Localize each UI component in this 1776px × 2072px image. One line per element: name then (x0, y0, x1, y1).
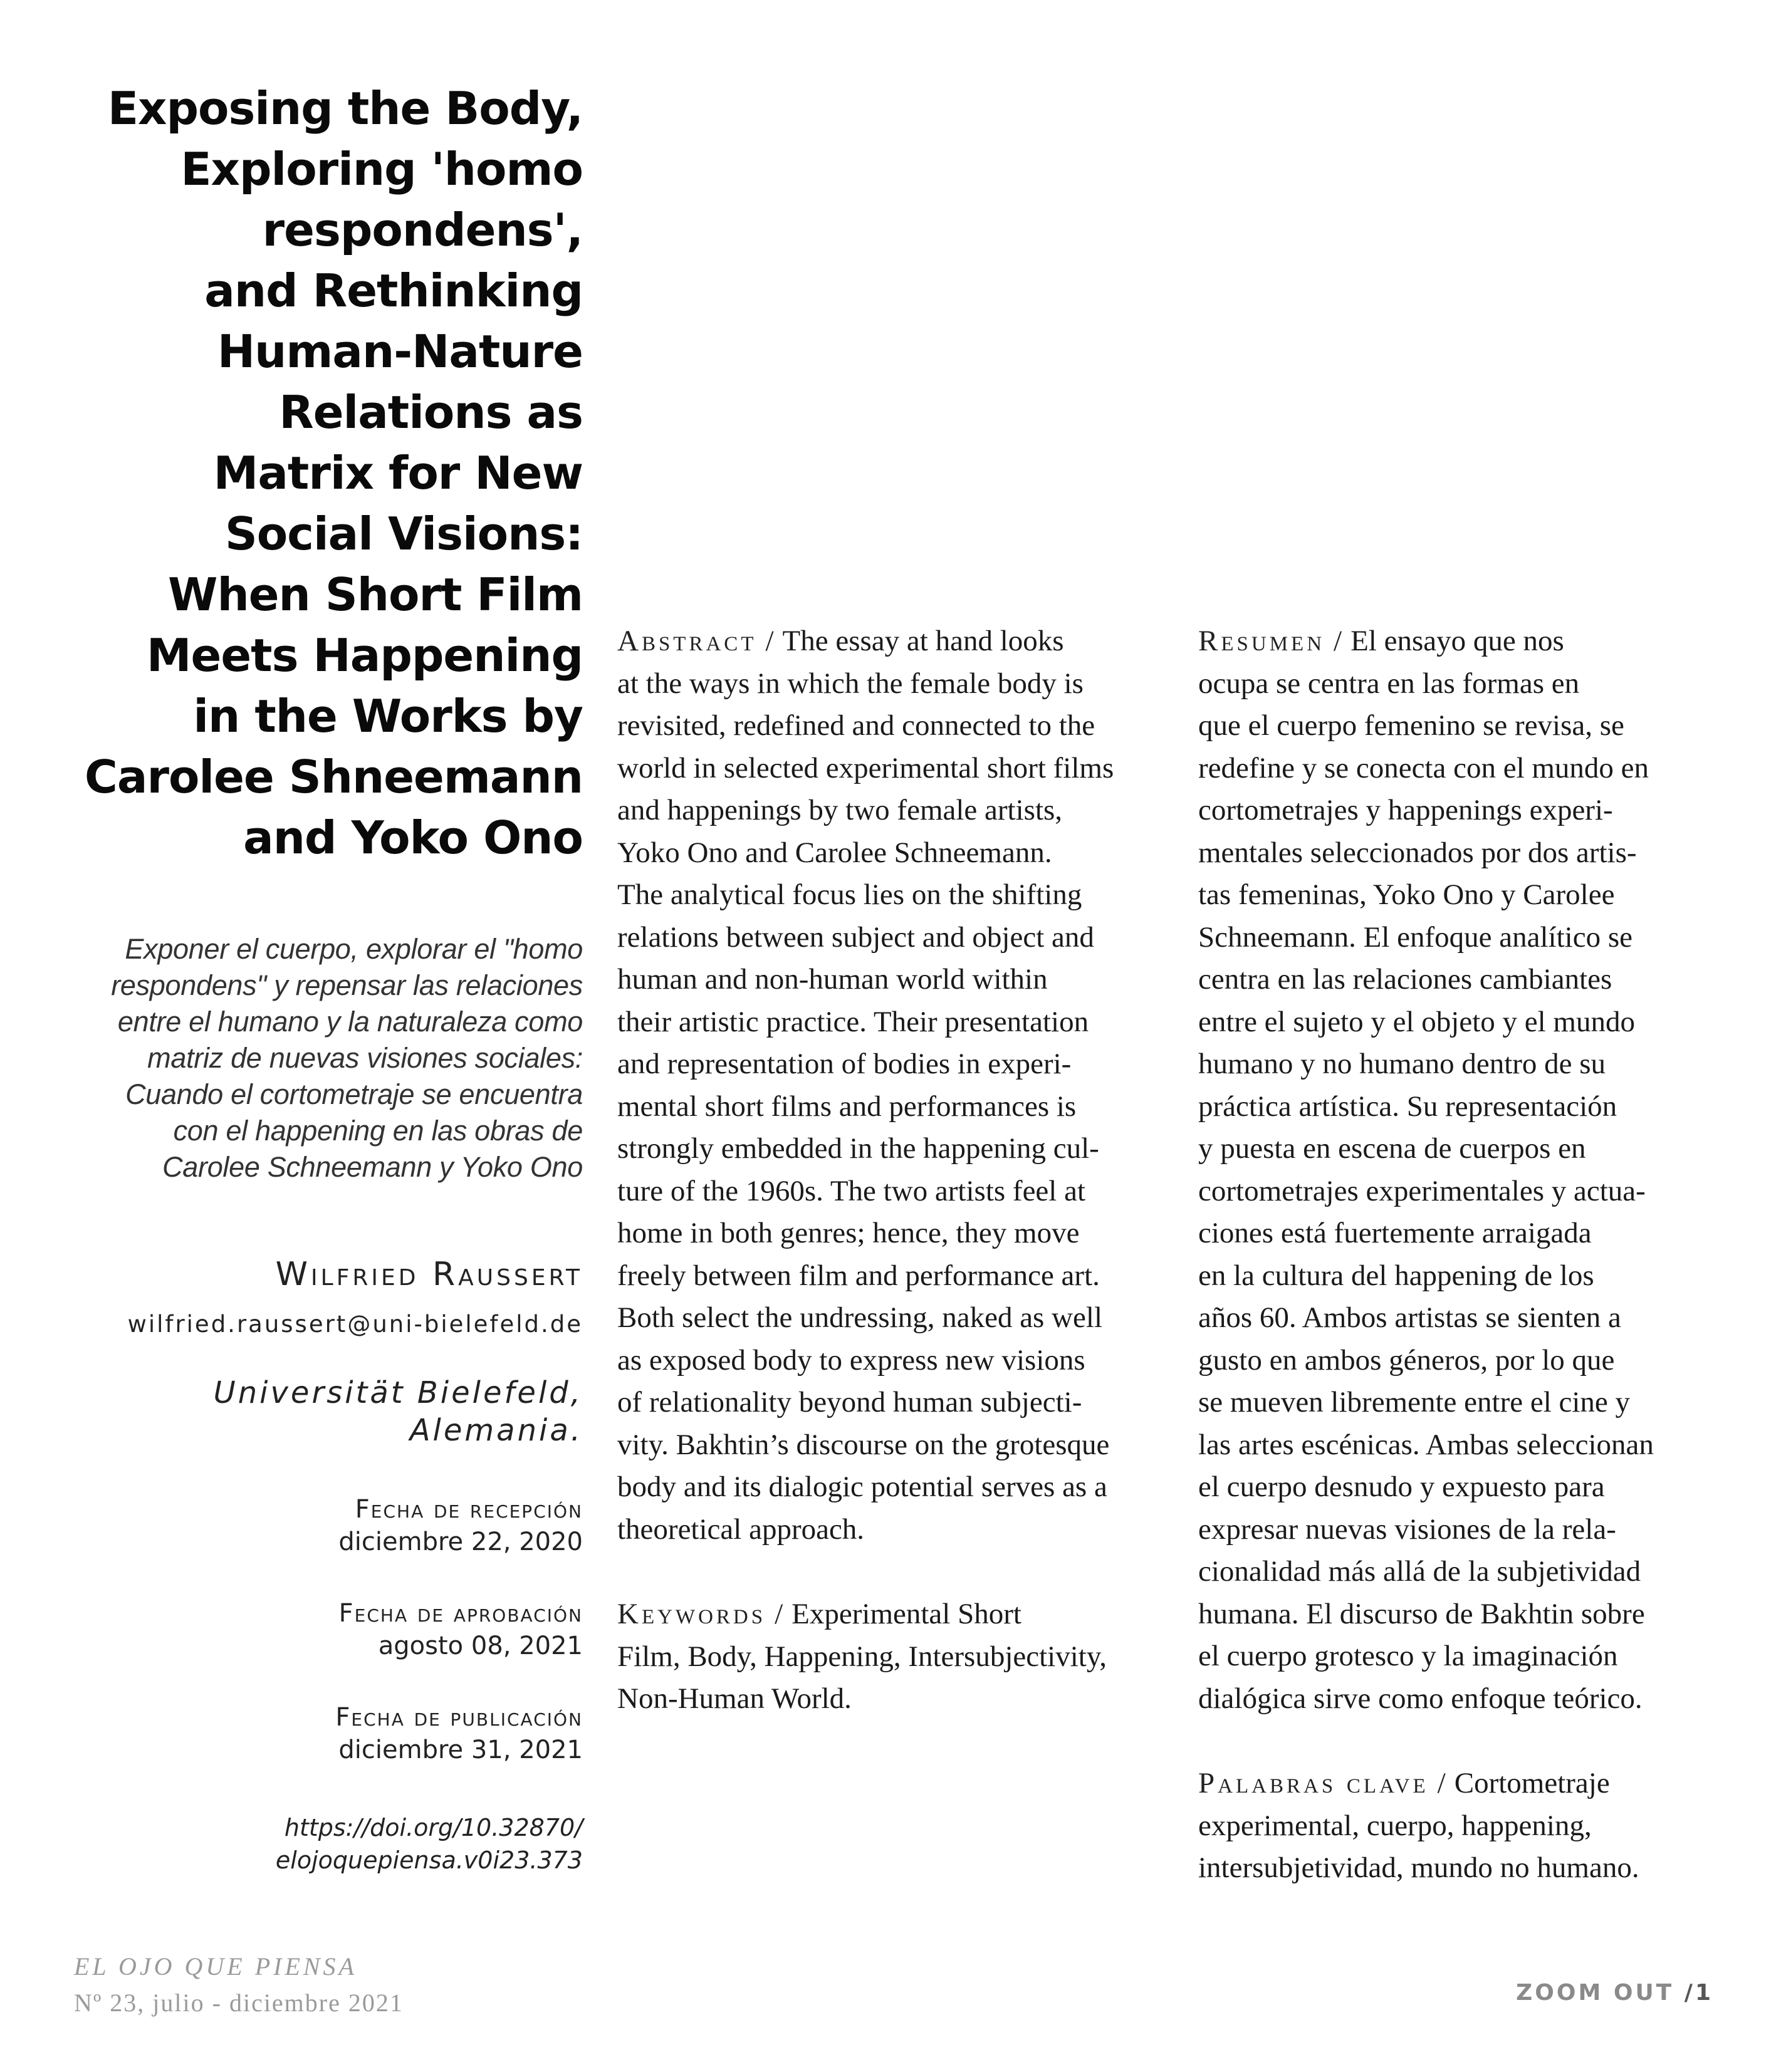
abstract-line: ture of the 1960s. The two artists feel at (617, 1174, 1086, 1207)
date-label: Fecha de aprobación (338, 1599, 583, 1628)
title-line: Exploring 'homo (180, 143, 583, 195)
title-line: in the Works by (193, 690, 583, 742)
title-line: Matrix for New (213, 447, 583, 499)
date-value: agosto 08, 2021 (378, 1632, 583, 1660)
abstract-paragraph (617, 620, 1169, 1551)
abstract-line: of relationality beyond human subjecti- (617, 1386, 1082, 1419)
resumen-line: El ensayo que nos (1350, 625, 1564, 657)
resumen-first-line (1198, 620, 1750, 663)
resumen-line: redefine y se conecta con el mundo en (1198, 751, 1649, 784)
journal-issue: Nº 23, julio - diciembre 2021 (74, 1989, 404, 2017)
title-line: Exposing the Body, (107, 82, 583, 135)
journal-name: EL OJO QUE PIENSA (74, 1952, 357, 1981)
author-name: Wilfried Raussert (275, 1256, 583, 1293)
subtitle-line: entre el humano y la naturaleza como (117, 1006, 583, 1038)
resumen-line: centra en las relaciones cambiantes (1198, 963, 1612, 996)
title-line: When Short Film (168, 568, 583, 621)
abstract-line: and representation of bodies in experi- (617, 1048, 1072, 1080)
abstract-heading: Abstract (617, 625, 757, 657)
title-line: and Rethinking (204, 264, 583, 317)
resumen-line: años 60. Ambos artistas se sienten a (1198, 1301, 1621, 1334)
title-line: Human-Nature (217, 325, 583, 378)
subtitle-line: con el happening en las obras de (173, 1115, 583, 1147)
doi-line: https://doi.org/10.32870/ (284, 1814, 583, 1841)
resumen-line: dialógica sirve como enfoque teórico. (1198, 1682, 1643, 1715)
subtitle-line: Exponer el cuerpo, explorar el "homo (125, 933, 583, 965)
resumen-line: cortometrajes y happenings experi- (1198, 794, 1613, 826)
abstract-line: revisited, redefined and connected to the (617, 709, 1095, 742)
received-date (69, 1493, 583, 1558)
abstract-line: body and its dialogic potential serves as a (617, 1471, 1107, 1503)
section-name: ZOOM OUT (1516, 1980, 1674, 2006)
title-line: Relations as (279, 386, 583, 439)
title-line: Carolee Shneemann (85, 751, 583, 803)
abstract-line: The analytical focus lies on the shifting (617, 878, 1082, 911)
abstract-line: home in both genres; hence, they move (617, 1217, 1080, 1249)
resumen-line: humano y no humano dentro de su (1198, 1048, 1606, 1080)
article-subtitle (69, 931, 583, 1185)
resumen-line: Schneemann. El enfoque analítico se (1198, 920, 1632, 954)
palabras-clave-heading: Palabras clave (1198, 1767, 1429, 1799)
abstract-line: freely between film and performance art. (617, 1259, 1100, 1292)
title-line: respondens', (262, 204, 583, 256)
resumen-line: humana. El discurso de Bakhtin sobre (1198, 1597, 1645, 1630)
spanish-column (1198, 620, 1750, 1890)
abstract-separator: / (765, 625, 774, 657)
abstract-line: world in selected experimental short films (617, 751, 1114, 784)
resumen-heading: Resumen (1198, 625, 1325, 657)
palabras-clave-separator: / (1437, 1767, 1446, 1799)
article-header (69, 78, 583, 1877)
resumen-line: ocupa se centra en las formas en (1198, 667, 1580, 700)
keywords-first-line (617, 1593, 1169, 1636)
page-number: 1 (1695, 1980, 1713, 2006)
abstract-line: theoretical approach. (617, 1512, 865, 1546)
subtitle-line: respondens" y repensar las relaciones (111, 969, 583, 1001)
palabras-clave-line: intersubjetividad, mundo no humano. (1198, 1851, 1639, 1884)
resumen-line: mentales seleccionados por dos artis- (1198, 836, 1637, 869)
author-affiliation (69, 1374, 583, 1449)
resumen-line: ciones está fuertemente arraigada (1198, 1217, 1592, 1249)
resumen-line: que el cuerpo femenino se revisa, se (1198, 709, 1624, 742)
resumen-line: y puesta en escena de cuerpos en (1198, 1132, 1586, 1165)
resumen-paragraph (1198, 620, 1750, 1720)
abstract-line: vity. Bakhtin’s discourse on the grotesque (617, 1428, 1110, 1461)
abstract-line: as exposed body to express new visions (617, 1343, 1085, 1377)
resumen-line: práctica artística. Su representación (1198, 1090, 1617, 1123)
resumen-line: cionalidad más allá de la subjetividad (1198, 1555, 1641, 1588)
doi-link[interactable] (69, 1811, 583, 1877)
affiliation-line: Universität Bielefeld, (213, 1375, 583, 1410)
page-separator: / (1684, 1980, 1695, 2006)
title-line: Social Visions: (224, 508, 583, 560)
resumen-line: el cuerpo desnudo y expuesto para (1198, 1471, 1605, 1503)
article-title (69, 78, 583, 868)
date-value: diciembre 22, 2020 (338, 1528, 583, 1556)
keywords-separator: / (775, 1598, 783, 1630)
journal-footer (74, 1949, 404, 2021)
approved-date (69, 1597, 583, 1662)
resumen-line: se mueven libremente entre el cine y (1198, 1386, 1631, 1419)
resumen-line: expresar nuevas visiones de la rela- (1198, 1512, 1616, 1546)
palabras-clave-paragraph (1198, 1762, 1750, 1890)
palabras-clave-first-line (1198, 1762, 1750, 1805)
resumen-line: el cuerpo grotesco y la imaginación (1198, 1640, 1618, 1672)
doi-line: elojoquepiensa.v0i23.373 (275, 1846, 583, 1874)
title-line: Meets Happening (146, 629, 583, 682)
abstract-first-line (617, 620, 1169, 663)
abstract-line: at the ways in which the female body is (617, 667, 1084, 700)
resumen-line: en la cultura del happening de los (1198, 1259, 1594, 1292)
abstract-line: their artistic practice. Their presentation (617, 1005, 1089, 1038)
abstract-line: Both select the undressing, naked as well (617, 1301, 1103, 1334)
abstract-line: and happenings by two female artists, (617, 794, 1063, 826)
abstract-line: human and non-human world within (617, 963, 1048, 996)
published-date (69, 1701, 583, 1766)
resumen-line: tas femeninas, Yoko Ono y Carolee (1198, 878, 1615, 911)
resumen-line: entre el sujeto y el objeto y el mundo (1198, 1005, 1635, 1038)
keywords-line: Non-Human World. (617, 1682, 852, 1715)
date-label: Fecha de recepción (355, 1495, 583, 1524)
author-email-link[interactable]: wilfried.raussert@uni-bielefeld.de (127, 1311, 583, 1338)
subtitle-line: Carolee Schneemann y Yoko Ono (162, 1151, 583, 1183)
affiliation-line: Alemania. (409, 1413, 583, 1448)
resumen-line: las artes escénicas. Ambas seleccionan (1198, 1428, 1654, 1461)
subtitle-line: matriz de nuevas visiones sociales: (147, 1042, 583, 1074)
subtitle-line: Cuando el cortometraje se encuentra (125, 1078, 583, 1110)
abstract-line: Yoko Ono and Carolee Schneemann. (617, 836, 1052, 869)
abstract-line: strongly embedded in the happening cul- (617, 1132, 1099, 1165)
title-line: and Yoko Ono (243, 811, 583, 864)
keywords-paragraph (617, 1593, 1169, 1721)
section-footer (1516, 1980, 1713, 2006)
abstract-line: The essay at hand looks (782, 625, 1064, 657)
palabras-clave-line: Cortometraje (1454, 1767, 1610, 1799)
abstract-line: relations between subject and object and (617, 920, 1094, 954)
resumen-line: gusto en ambos géneros, por lo que (1198, 1343, 1615, 1377)
date-value: diciembre 31, 2021 (338, 1736, 583, 1764)
keywords-line: Experimental Short (791, 1598, 1021, 1630)
date-label: Fecha de publicación (335, 1703, 583, 1732)
keywords-line: Film, Body, Happening, Intersubjectivity, (617, 1640, 1107, 1673)
palabras-clave-line: experimental, cuerpo, happening, (1198, 1809, 1592, 1842)
english-column (617, 620, 1169, 1721)
resumen-separator: / (1334, 625, 1342, 657)
keywords-heading: Keywords (617, 1598, 766, 1630)
resumen-line: cortometrajes experimentales y actua- (1198, 1174, 1646, 1207)
abstract-line: mental short films and performances is (617, 1090, 1077, 1123)
